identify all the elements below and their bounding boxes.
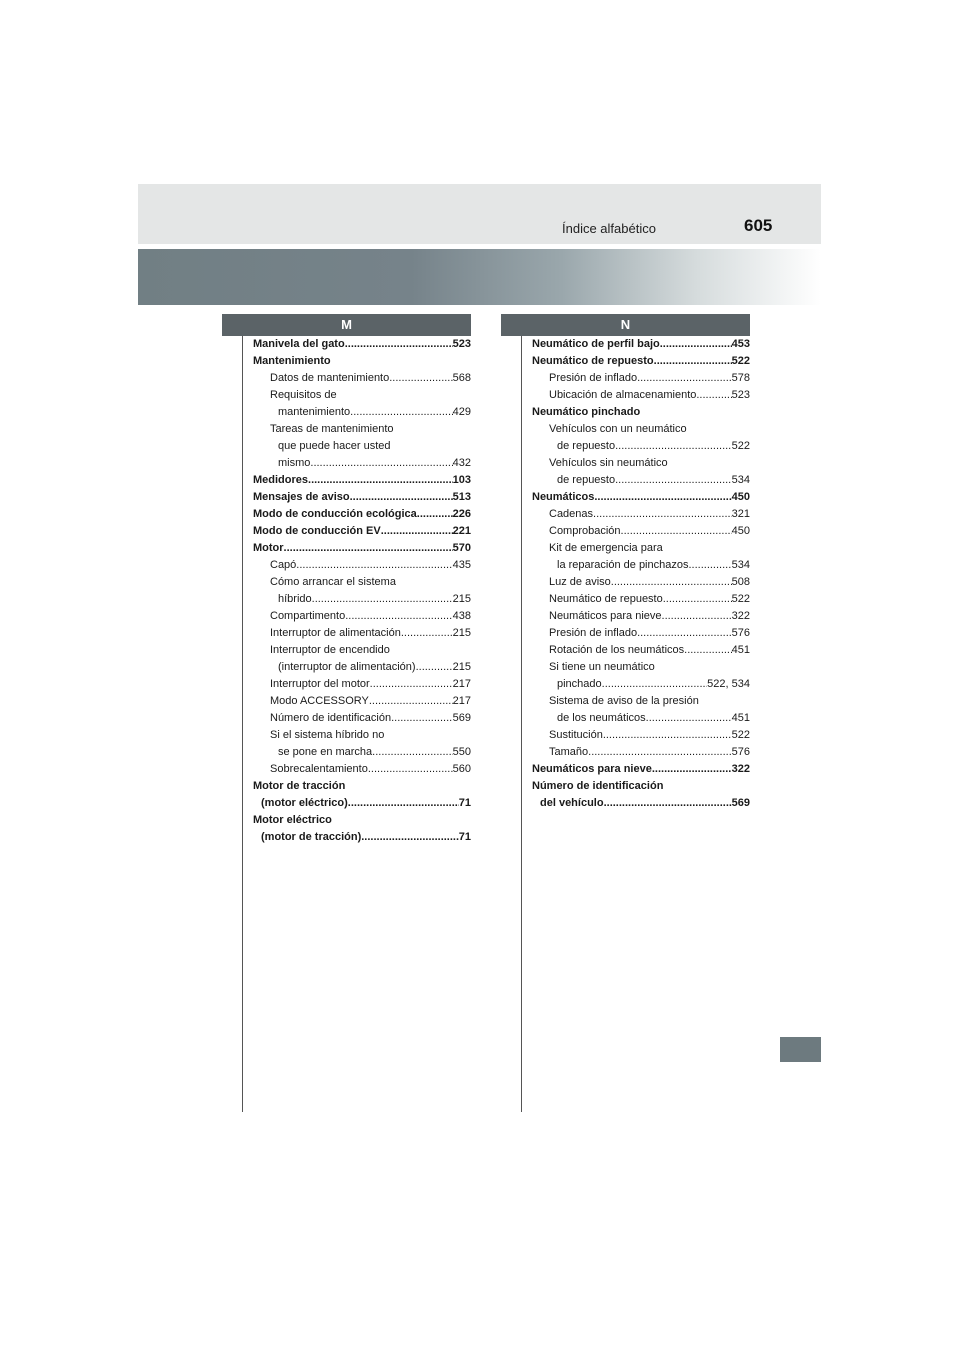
dot-leader <box>308 472 453 489</box>
entry-text: Vehículos sin neumático <box>549 457 668 469</box>
entry-text: Medidores <box>253 474 309 486</box>
index-entry <box>253 353 471 370</box>
entry-page: 322 <box>731 610 750 622</box>
entry-page: 534 <box>731 559 750 571</box>
dot-leader <box>361 829 459 846</box>
index-entry <box>253 676 471 693</box>
entry-text: pinchado <box>557 678 602 690</box>
dot-leader <box>312 591 453 608</box>
index-entry <box>253 387 471 404</box>
entry-text: Manivela del gato <box>253 338 345 350</box>
dot-leader <box>372 744 452 761</box>
entry-page: 523 <box>452 338 471 350</box>
entry-text: Kit de emergencia para <box>549 542 663 554</box>
dot-leader <box>381 523 453 540</box>
entry-text: Datos de mantenimiento <box>270 372 390 384</box>
index-entry <box>532 761 750 778</box>
entry-page: 522 <box>731 729 750 741</box>
index-entry <box>532 710 750 727</box>
entry-text: Rotación de los neumáticos <box>549 644 685 656</box>
index-entry <box>253 795 471 812</box>
index-entry <box>532 676 750 693</box>
column-rule-left <box>242 336 243 1112</box>
dot-leader <box>646 710 732 727</box>
entry-text: híbrido <box>278 593 312 605</box>
entry-text: Interruptor de encendido <box>270 644 390 656</box>
entry-text: Neumático de repuesto <box>532 355 654 367</box>
index-entry <box>253 693 471 710</box>
index-entry <box>253 506 471 523</box>
entry-page: 321 <box>731 508 750 520</box>
index-entry <box>253 812 471 829</box>
page-number: 605 <box>744 216 773 235</box>
entry-text: que puede hacer usted <box>278 440 391 452</box>
entry-page: 453 <box>731 338 750 350</box>
entry-page: 450 <box>731 525 750 537</box>
entry-text: (motor de tracción) <box>261 831 362 843</box>
index-entry <box>253 710 471 727</box>
entry-page: 429 <box>452 406 471 418</box>
dot-leader <box>391 710 453 727</box>
entry-page: 508 <box>731 576 750 588</box>
index-entry <box>253 744 471 761</box>
index-entry <box>532 693 750 710</box>
index-entry <box>532 472 750 489</box>
entry-page: 576 <box>731 627 750 639</box>
entry-text: Neumáticos para nieve <box>549 610 662 622</box>
dot-leader <box>348 795 459 812</box>
entry-text: Compartimento <box>270 610 346 622</box>
entry-text: de repuesto <box>557 440 616 452</box>
index-entry <box>253 761 471 778</box>
entry-page: 103 <box>452 474 471 486</box>
dot-leader <box>654 353 732 370</box>
entry-text: de los neumáticos <box>557 712 646 724</box>
index-entry <box>532 591 750 608</box>
index-entry <box>532 438 750 455</box>
entry-text: Número de identificación <box>532 780 664 792</box>
entry-page: 522, 534 <box>707 678 750 690</box>
entry-text: Interruptor del motor <box>270 678 370 690</box>
index-entry <box>532 404 750 421</box>
index-entry <box>253 574 471 591</box>
entry-text: de repuesto <box>557 474 616 486</box>
entry-page: 71 <box>458 797 471 809</box>
dot-leader <box>696 387 731 404</box>
entry-text: Modo de conducción EV <box>253 525 381 537</box>
entry-page: 522 <box>731 355 750 367</box>
entry-text: mismo <box>278 457 311 469</box>
dot-leader <box>615 472 732 489</box>
dot-leader <box>660 336 732 353</box>
index-entry <box>532 523 750 540</box>
dot-leader <box>350 489 453 506</box>
index-entry <box>253 591 471 608</box>
index-entry <box>253 778 471 795</box>
section-header-n: N <box>501 314 750 336</box>
dot-leader <box>296 557 452 574</box>
index-entry <box>253 540 471 557</box>
index-entry <box>253 472 471 489</box>
dot-leader <box>688 557 731 574</box>
entry-page: 522 <box>731 440 750 452</box>
header-band <box>138 184 821 244</box>
index-entry <box>532 744 750 761</box>
entry-page: 550 <box>452 746 471 758</box>
index-entry <box>532 387 750 404</box>
index-entry <box>253 523 471 540</box>
dot-leader <box>345 608 452 625</box>
entry-page: 450 <box>731 491 750 503</box>
index-entry <box>253 455 471 472</box>
entry-text: Mantenimiento <box>253 355 331 367</box>
index-entry <box>532 489 750 506</box>
index-entry <box>253 829 471 846</box>
index-entry <box>253 438 471 455</box>
dot-leader <box>588 744 732 761</box>
entry-text: Si el sistema híbrido no <box>270 729 385 741</box>
index-entry <box>532 506 750 523</box>
entry-text: mantenimiento <box>278 406 351 418</box>
dot-leader <box>310 455 452 472</box>
entry-text: Comprobación <box>549 525 621 537</box>
entry-page: 215 <box>452 627 471 639</box>
entry-text: Presión de inflado <box>549 627 638 639</box>
entry-text: Requisitos de <box>270 389 337 401</box>
entry-page: 578 <box>731 372 750 384</box>
dot-leader <box>663 591 732 608</box>
index-entry <box>253 659 471 676</box>
index-entry <box>253 642 471 659</box>
dot-leader <box>345 336 453 353</box>
dot-leader <box>621 523 732 540</box>
entry-page: 560 <box>452 763 471 775</box>
dot-leader <box>611 574 732 591</box>
index-entry <box>532 557 750 574</box>
entry-page: 570 <box>452 542 471 554</box>
entry-page: 522 <box>731 593 750 605</box>
index-entry <box>253 489 471 506</box>
dot-leader <box>604 795 732 812</box>
entry-page: 451 <box>731 712 750 724</box>
index-entry <box>532 625 750 642</box>
entry-text: Número de identificación <box>270 712 392 724</box>
index-entry <box>253 608 471 625</box>
dot-leader <box>602 676 708 693</box>
index-entry <box>532 353 750 370</box>
section-header-m: M <box>222 314 471 336</box>
entry-page: 568 <box>452 372 471 384</box>
dot-leader <box>637 625 732 642</box>
entry-text: Modo ACCESSORY <box>270 695 369 707</box>
entry-text: (motor eléctrico) <box>261 797 348 809</box>
index-entry <box>532 778 750 795</box>
entry-text: Si tiene un neumático <box>549 661 655 673</box>
dot-leader <box>369 693 453 710</box>
index-entry <box>532 659 750 676</box>
entry-page: 513 <box>452 491 471 503</box>
entry-page: 71 <box>458 831 471 843</box>
entry-page: 215 <box>452 661 471 673</box>
index-entry <box>532 421 750 438</box>
dot-leader <box>615 438 732 455</box>
entry-text: Sistema de aviso de la presión <box>549 695 699 707</box>
entry-text: Neumáticos para nieve <box>532 763 652 775</box>
entry-page: 569 <box>731 797 750 809</box>
dot-leader <box>603 727 732 744</box>
index-entry <box>532 608 750 625</box>
entry-page: 523 <box>731 389 750 401</box>
index-list-m <box>253 336 471 846</box>
entry-text: la reparación de pinchazos <box>557 559 689 571</box>
entry-text: (interruptor de alimentación) <box>278 661 416 673</box>
entry-page: 226 <box>452 508 471 520</box>
entry-text: Motor eléctrico <box>253 814 332 826</box>
entry-page: 435 <box>452 559 471 571</box>
dot-leader <box>637 370 732 387</box>
entry-page: 322 <box>731 763 750 775</box>
entry-text: Neumático de perfil bajo <box>532 338 660 350</box>
index-entry <box>532 574 750 591</box>
dot-leader <box>389 370 452 387</box>
index-entry <box>532 455 750 472</box>
entry-text: Capó <box>270 559 297 571</box>
index-entry <box>253 370 471 387</box>
index-entry <box>532 336 750 353</box>
index-entry <box>532 540 750 557</box>
entry-page: 451 <box>731 644 750 656</box>
dot-leader <box>401 625 453 642</box>
entry-text: Tareas de mantenimiento <box>270 423 394 435</box>
entry-page: 534 <box>731 474 750 486</box>
dot-leader <box>662 608 732 625</box>
index-entry <box>532 642 750 659</box>
entry-text: Mensajes de aviso <box>253 491 350 503</box>
entry-text: Ubicación de almacenamiento <box>549 389 697 401</box>
dot-leader <box>368 761 453 778</box>
dot-leader <box>652 761 732 778</box>
entry-text: Neumático de repuesto <box>549 593 663 605</box>
entry-text: Modo de conducción ecológica <box>253 508 417 520</box>
entry-page: 221 <box>452 525 471 537</box>
entry-page: 569 <box>452 712 471 724</box>
entry-text: se pone en marcha <box>278 746 373 758</box>
entry-text: Neumático pinchado <box>532 406 641 418</box>
entry-page: 438 <box>452 610 471 622</box>
dot-leader <box>594 489 731 506</box>
page-title: Índice alfabético <box>562 221 656 236</box>
entry-text: Sobrecalentamiento <box>270 763 368 775</box>
index-entry <box>253 727 471 744</box>
column-rule-right <box>521 336 522 1112</box>
dot-leader <box>593 506 732 523</box>
entry-text: Luz de aviso <box>549 576 611 588</box>
entry-text: Presión de inflado <box>549 372 638 384</box>
dot-leader <box>370 676 453 693</box>
entry-text: Vehículos con un neumático <box>549 423 687 435</box>
entry-page: 217 <box>452 678 471 690</box>
entry-text: Cadenas <box>549 508 594 520</box>
entry-page: 217 <box>452 695 471 707</box>
entry-page: 432 <box>452 457 471 469</box>
entry-text: del vehículo <box>540 797 604 809</box>
entry-text: Cómo arrancar el sistema <box>270 576 396 588</box>
entry-text: Neumáticos <box>532 491 595 503</box>
decorative-band <box>138 249 821 305</box>
index-entry <box>253 625 471 642</box>
index-entry <box>532 795 750 812</box>
dot-leader <box>684 642 732 659</box>
entry-text: Interruptor de alimentación <box>270 627 401 639</box>
index-entry <box>532 370 750 387</box>
index-entry <box>253 404 471 421</box>
index-list-n <box>532 336 750 812</box>
dot-leader <box>417 506 453 523</box>
index-entry <box>253 421 471 438</box>
entry-page: 215 <box>452 593 471 605</box>
dot-leader <box>350 404 452 421</box>
dot-leader <box>416 659 453 676</box>
entry-page: 576 <box>731 746 750 758</box>
entry-text: Sustitución <box>549 729 603 741</box>
index-entry <box>532 727 750 744</box>
entry-text: Tamaño <box>549 746 589 758</box>
dot-leader <box>284 540 453 557</box>
index-entry <box>253 336 471 353</box>
entry-text: Motor de tracción <box>253 780 346 792</box>
index-entry <box>253 557 471 574</box>
section-tab-marker <box>780 1037 821 1062</box>
entry-text: Motor <box>253 542 284 554</box>
